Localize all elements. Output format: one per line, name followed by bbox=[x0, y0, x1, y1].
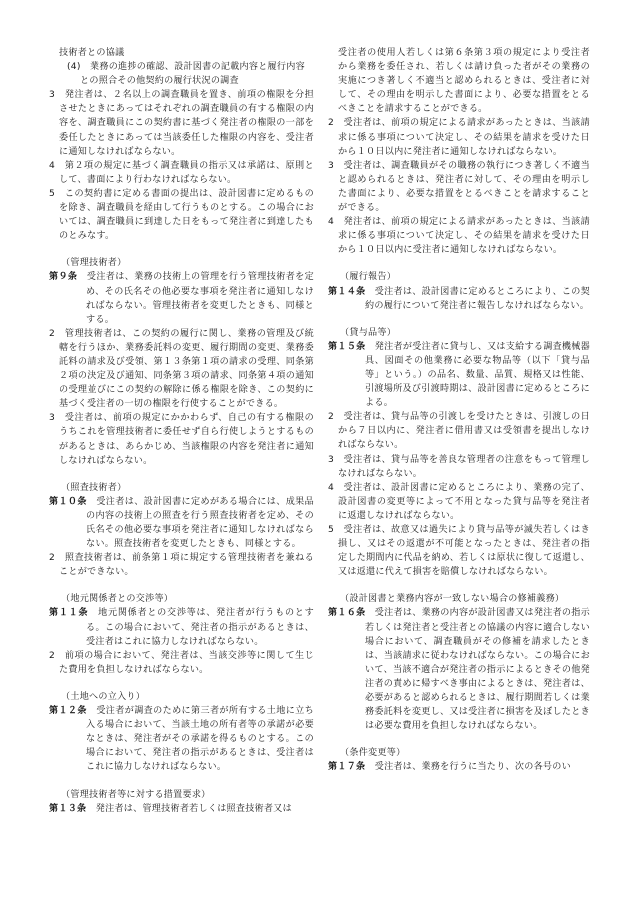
article-15-paragraph-2: 2 受注者は、貸与品等の引渡しを受けたときは、引渡しの日から７日以内に、発注者に借用書又は受領書を提出しなければならない。 bbox=[328, 412, 590, 451]
article-13-paragraph-3: 3 受注者は、調査職員がその職務の執行につき著しく不適当と認められるときは、発注者に対して、その理由を明示した書面により、必要な措置をとるべきことを請求することができる。 bbox=[328, 160, 590, 214]
right-column bbox=[328, 46, 590, 775]
paragraph-5: 5 この契約書に定める書面の提出は、設計図書に定めるものを除き、調査職員を経由して行うものとする。この場合においては、調査職員に到達した日をもって発注者に到達したものとみなす。 bbox=[49, 188, 314, 242]
article-16-text: 受注者は、業務の内容が設計図書又は発注者の指示若しくは発注者と受注者との協議の内容に適合しない場合において、調査職員がその修補を請求したときは、当該請求に従わなければならない。この場合において、当該不適合が発注者の指示によるときその他発注者の責めに帰すべき事由によるときは、発注者は、必要があると認められるときは、履行期間若しくは業務委託料を変更し、又は受注者に損害を及ぼしたときは必要な費用を負担しなければならない。 bbox=[365, 608, 590, 732]
paragraph-3: 3 発注者は、２名以上の調査職員を置き、前項の権限を分担させたときにあってはそれぞれの調査職員の有する権限の内容を、調査職員にこの契約書に基づく発注者の権限の一部を委任したときにあっては当該委任した権限の内容を、受注者に通知しなければならない。 bbox=[49, 90, 314, 157]
article-13-text: 発注者は、管理技術者若しくは照査技術者又は bbox=[86, 803, 292, 814]
article-13-paragraph-4: 4 発注者は、前項の規定による請求があったときは、当該請求に係る事項について決定し、その結果を請求を受けた日から１０日以内に受注者に通知しなければならない。 bbox=[328, 217, 590, 256]
article-13-paragraph-2: 2 受注者は、前項の規定による請求があったときは、当該請求に係る事項について決定し、その結果を請求を受けた日から１０日以内に発注者に通知しなければならない。 bbox=[328, 118, 590, 157]
article-10 bbox=[49, 495, 314, 551]
article-15-paragraph-4: 4 受注者は、設計図書に定めるところにより、業務の完了、設計図書の変更等によって不用となった貸与品等を発注者に返還しなければならない。 bbox=[328, 482, 590, 521]
article-11-text: 地元関係者との交渉等は、発注者が行うものとする。この場合において、発注者の指示があるときは、受注者はこれに協力しなければならない。 bbox=[86, 608, 314, 647]
article-11-paragraph-2: 2 前項の場合において、発注者は、当該交渉等に関して生じた費用を負担しなければならない。 bbox=[49, 650, 314, 675]
article-16 bbox=[328, 606, 590, 733]
article-9-text: 受注者は、業務の技術上の管理を行う管理技術者を定め、その氏名その他必要な事項を発注者に通知しなければならない。管理技術者を変更したときも、同様とする。 bbox=[77, 272, 314, 325]
article-17 bbox=[328, 760, 590, 774]
article-13-number: 第１３条 bbox=[49, 803, 87, 814]
article-15-heading: （貸与品等） bbox=[340, 327, 397, 338]
article-13 bbox=[49, 802, 314, 816]
article-9-number: 第９条 bbox=[49, 272, 78, 283]
article-12-text: 受注者が調査のために第三者が所有する土地に立ち入る場合において、当該土地の所有者等の承諾が必要なときは、発注者がその承諾を得るものとする。この場合において、発注者の指示があるときは、受注者はこれに協力しなければならない。 bbox=[86, 706, 314, 773]
article-9-paragraph-3: 3 受注者は、前項の規定にかかわらず、自己の有する権限のうちこれを管理技術者に委任せず自ら行使しようとするものがあるときは、あらかじめ、当該権限の内容を発注者に通知しなければならない。 bbox=[49, 413, 314, 466]
list-item-4-number: (4) bbox=[67, 62, 81, 73]
article-10-text: 受注者は、設計図書に定めがある場合には、成果品の内容の技術上の照査を行う照査技術者を定め、その氏名その他必要な事項を発注者に通知しなければならない。照査技術者を変更したときも、同様とする。 bbox=[86, 496, 314, 550]
article-13-continuation: 受注者の使用人若しくは第６条第３項の規定により受注者から業務を委任され、若しくは請け負った者がその業務の実施につき著しく不適当と認められるときは、受注者に対して、その理由を明示した書面により、必要な措置をとるべきことを請求することができる。 bbox=[338, 48, 590, 115]
article-14 bbox=[328, 285, 590, 313]
article-14-text: 受注者は、設計図書に定めるところにより、この契約の履行について発注者に報告しなければならない。 bbox=[365, 286, 590, 311]
article-12-heading: （土地への立入り） bbox=[61, 691, 146, 702]
article-10-paragraph-2: 2 照査技術者は、前条第１項に規定する管理技術者を兼ねることができない。 bbox=[49, 553, 314, 578]
article-17-number: 第１７条 bbox=[328, 762, 366, 773]
article-13-heading: （管理技術者等に対する措置要求） bbox=[61, 789, 211, 800]
article-12-number: 第１２条 bbox=[49, 706, 87, 717]
article-11-number: 第１１条 bbox=[49, 608, 89, 619]
article-14-heading: （履行報告） bbox=[340, 272, 397, 283]
article-9-paragraph-2: 2 管理技術者は、この契約の履行に関し、業務の管理及び統轄を行うほか、業務委託料の変更、履行期間の変更、業務委託料の請求及び受領、第１３条第１項の請求の受理、同条第２項の決定及び通知、同条第３項の請求、同条第４項の通知の受理並びにこの契約の解除に係る権限を除き、この契約に基づく受注者の一切の権限を行使することができる。 bbox=[49, 328, 314, 410]
article-10-heading: （照査技術者） bbox=[61, 482, 127, 493]
article-10-number: 第１０条 bbox=[49, 496, 87, 507]
article-11 bbox=[49, 606, 314, 648]
article-15-paragraph-3: 3 受注者は、貸与品等を善良な管理者の注意をもって管理しなければならない。 bbox=[328, 454, 590, 479]
article-16-heading: （設計図書と業務内容が一致しない場合の修補義務） bbox=[340, 594, 565, 605]
article-15 bbox=[328, 340, 590, 410]
list-item-4 bbox=[49, 60, 314, 74]
article-15-text: 発注者が受注者に貸与し、又は支給する調査機械器具、図面その他業務に必要な物品等（以下「貸与品等」という。）の品名、数量、品質、規格又は性能、引渡場所及び引渡時期は、設計図書に定めるところによる。 bbox=[365, 341, 590, 409]
article-9-heading: （管理技術者） bbox=[61, 258, 127, 269]
article-17-heading: （条件変更等） bbox=[340, 748, 406, 759]
article-12 bbox=[49, 704, 314, 774]
article-16-number: 第１６条 bbox=[328, 608, 366, 619]
article-14-number: 第１４条 bbox=[328, 286, 366, 297]
paragraph-4: 4 第２項の規定に基づく調査職員の指示又は承諾は、原則として、書面により行わなければならない。 bbox=[49, 160, 314, 185]
list-item-4-text-2: との照合その他契約の履行状況の調査 bbox=[80, 76, 239, 87]
article-17-text: 受注者は、業務を行うに当たり、次の各号のい bbox=[365, 762, 571, 773]
left-column bbox=[49, 46, 314, 816]
article-15-number: 第１５条 bbox=[328, 341, 366, 352]
intro-line: 技術者との協議 bbox=[59, 48, 125, 58]
list-item-4-text-1: 業務の進捗の確認、設計図書の記載内容と履行内容 bbox=[90, 62, 305, 73]
article-15-paragraph-5: 5 受注者は、故意又は過失により貸与品等が滅失若しくはき損し、又はその返還が不可能となったときは、発注者の指定した期間内に代品を納め、若しくは原状に復して返還し、又は返還に代えて損害を賠償しなければならない。 bbox=[328, 525, 590, 578]
article-11-heading: （地元関係者との交渉等） bbox=[61, 594, 174, 605]
article-9 bbox=[49, 270, 314, 326]
